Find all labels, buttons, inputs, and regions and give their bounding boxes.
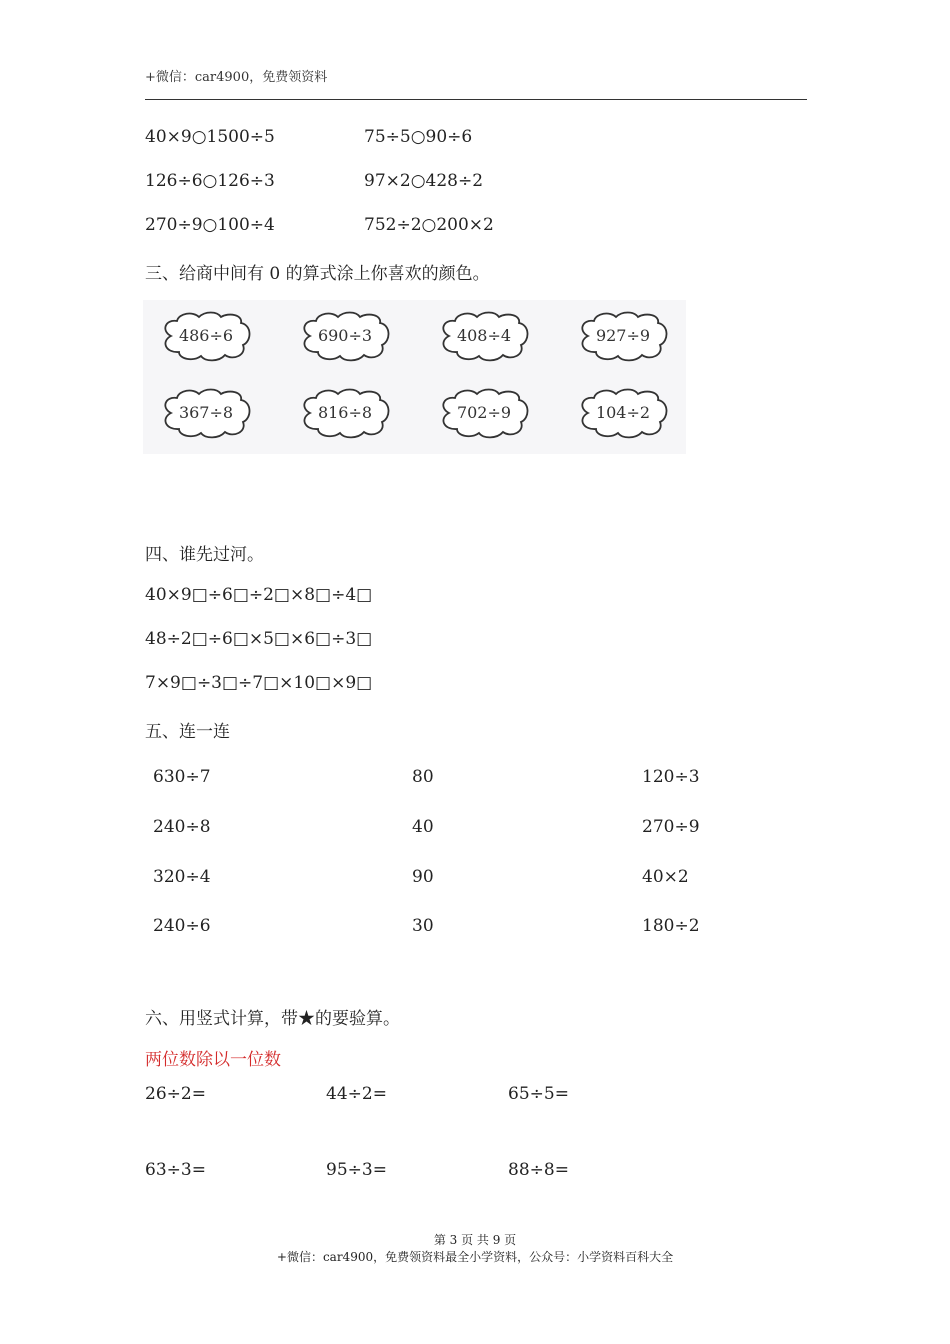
- header-text: +微信：car4900，免费领资料: [145, 70, 328, 85]
- compare-item: 40×9○1500÷5: [145, 127, 275, 147]
- compare-item: 126÷6○126÷3: [145, 171, 275, 191]
- cloud-item[interactable]: [435, 386, 533, 440]
- river-row: 40×9□÷6□÷2□×8□÷4□: [145, 585, 373, 605]
- cloud-label: 104÷2: [595, 403, 651, 422]
- cloud-panel: [143, 300, 686, 454]
- vertical-calc-item: 26÷2=: [145, 1084, 206, 1104]
- compare-item: 97×2○428÷2: [364, 171, 484, 191]
- river-row: 48÷2□÷6□×5□×6□÷3□: [145, 629, 373, 649]
- cloud-item[interactable]: [435, 309, 533, 363]
- compare-item: 270÷9○100÷4: [145, 215, 275, 235]
- match-right-item[interactable]: 180÷2: [642, 916, 700, 936]
- footer-text: +微信：car4900，免费领资料最全小学资料，公众号：小学资料百科大全: [276, 1250, 674, 1264]
- cloud-label: 816÷8: [317, 403, 373, 422]
- vertical-calc-item: 95÷3=: [326, 1160, 387, 1180]
- match-left-item[interactable]: 240÷6: [153, 916, 211, 936]
- match-middle-item[interactable]: 40: [412, 817, 434, 837]
- cloud-label: 690÷3: [317, 326, 373, 345]
- section6-subtitle: 两位数除以一位数: [145, 1050, 281, 1070]
- cloud-label: 927÷9: [595, 326, 651, 345]
- page-number: 第 3 页 共 9 页: [433, 1233, 517, 1247]
- header-divider: [145, 99, 807, 100]
- match-left-item[interactable]: 240÷8: [153, 817, 211, 837]
- cloud-label: 408÷4: [456, 326, 512, 345]
- section4-title: 四、谁先过河。: [145, 545, 264, 565]
- match-middle-item[interactable]: 90: [412, 867, 434, 887]
- cloud-item[interactable]: [574, 386, 672, 440]
- match-left-item[interactable]: 320÷4: [153, 867, 211, 887]
- cloud-item[interactable]: [157, 386, 255, 440]
- vertical-calc-item: 63÷3=: [145, 1160, 206, 1180]
- compare-item: 75÷5○90÷6: [364, 127, 473, 147]
- cloud-item[interactable]: [157, 309, 255, 363]
- match-right-item[interactable]: 40×2: [642, 867, 689, 887]
- cloud-item[interactable]: [296, 386, 394, 440]
- section3-title: 三、给商中间有 0 的算式涂上你喜欢的颜色。: [145, 264, 490, 284]
- cloud-item[interactable]: [574, 309, 672, 363]
- river-row: 7×9□÷3□÷7□×10□×9□: [145, 673, 373, 693]
- vertical-calc-item: 65÷5=: [508, 1084, 569, 1104]
- section6-title: 六、用竖式计算，带★的要验算。: [145, 1009, 400, 1029]
- match-middle-item[interactable]: 30: [412, 916, 434, 936]
- cloud-label: 367÷8: [178, 403, 234, 422]
- match-middle-item[interactable]: 80: [412, 767, 434, 787]
- cloud-label: 702÷9: [456, 403, 512, 422]
- match-right-item[interactable]: 120÷3: [642, 767, 700, 787]
- compare-item: 752÷2○200×2: [364, 215, 494, 235]
- vertical-calc-item: 44÷2=: [326, 1084, 387, 1104]
- vertical-calc-item: 88÷8=: [508, 1160, 569, 1180]
- cloud-label: 486÷6: [178, 326, 234, 345]
- match-right-item[interactable]: 270÷9: [642, 817, 700, 837]
- section5-title: 五、连一连: [145, 722, 230, 742]
- match-left-item[interactable]: 630÷7: [153, 767, 211, 787]
- cloud-item[interactable]: [296, 309, 394, 363]
